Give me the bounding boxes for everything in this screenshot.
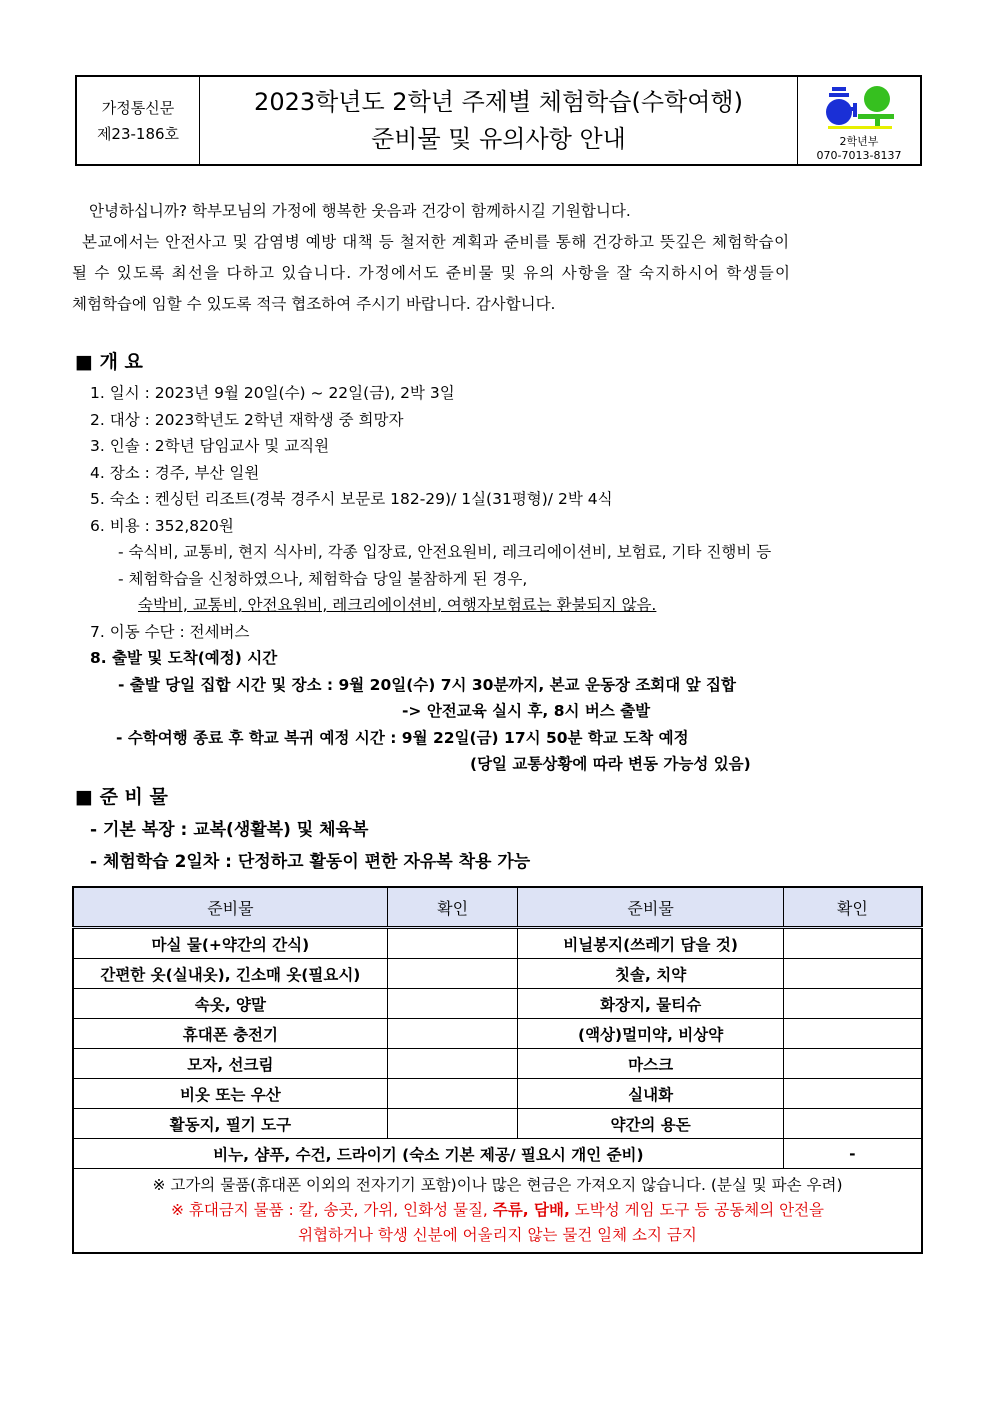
prohibited-items-notice: [80, 1198, 915, 1223]
table-row: [73, 1019, 922, 1049]
check-cell: [783, 959, 922, 989]
column-header: 확인: [387, 887, 518, 928]
issue-number: 제23-186호: [96, 124, 180, 143]
check-cell: [783, 1019, 922, 1049]
item-cell: (액상)멀미약, 비상약: [518, 1019, 783, 1049]
column-header: 준비물: [73, 887, 387, 928]
dress-code-line: - 체험학습 2일차 : 단정하고 활동이 편한 자유복 착용 가능: [90, 852, 531, 872]
notes-row: [73, 1169, 922, 1254]
overview-item: 3. 인솔 : 2학년 담임교사 및 교직원: [90, 437, 330, 455]
check-cell: [783, 1049, 922, 1079]
title-line-2: 준비물 및 유의사항 안내: [371, 124, 626, 153]
cost-detail: - 체험학습을 신청하였으나, 체험학습 당일 불참하게 된 경우,: [118, 569, 528, 588]
supplies-table: [72, 886, 923, 1254]
table-row: [73, 959, 922, 989]
item-cell: 간편한 옷(실내옷), 긴소매 옷(필요시): [73, 959, 387, 989]
cost-detail: - 숙식비, 교통비, 현지 식사비, 각종 입장료, 안전요원비, 레크리에이션비, 보험료, 기타 진행비 등: [118, 543, 772, 561]
check-cell: [387, 959, 518, 989]
check-cell: [387, 1079, 518, 1109]
departure-time: - 출발 당일 집합 시간 및 장소 : 9월 20일(수) 7시 30분까지, 본교 운동장 조회대 앞 집합: [118, 675, 736, 694]
overview-heading: ■ 개 요: [75, 351, 143, 373]
column-header: 준비물: [518, 887, 783, 928]
check-cell: [783, 1109, 922, 1139]
departure-note: -> 안전교육 실시 후, 8시 버스 출발: [402, 702, 651, 720]
intro-line: 본교에서는 안전사고 및 감염병 예방 대책 등 철저한 계획과 준비를 통해 건강하고 뜻깊은 체험학습이: [82, 233, 790, 251]
overview-item: 4. 장소 : 경주, 부산 일원: [90, 463, 260, 482]
newsletter-info: [77, 77, 200, 164]
supplies-heading: ■ 준 비 물: [75, 786, 168, 808]
intro-line: 안녕하십니까? 학부모님의 가정에 행복한 웃음과 건강이 함께하시길 기원합니다.: [89, 202, 631, 220]
check-cell: [387, 989, 518, 1019]
item-cell: 활동지, 필기 도구: [73, 1109, 387, 1139]
item-cell: 마실 물(+약간의 간식): [73, 928, 387, 959]
item-cell: 비옷 또는 우산: [73, 1079, 387, 1109]
check-cell: -: [783, 1139, 922, 1169]
item-cell: 비닐봉지(쓰레기 담을 것): [518, 928, 783, 959]
department-phone: 070-7013-8137: [816, 149, 902, 162]
check-cell: [387, 1109, 518, 1139]
table-row: [73, 1109, 922, 1139]
column-header: 확인: [783, 887, 922, 928]
overview-item: 6. 비용 : 352,820원: [90, 516, 234, 535]
check-cell: [387, 1049, 518, 1079]
prohibited-alcohol-tobacco: 주류, 담배,: [492, 1201, 570, 1219]
overview-item: 2. 대상 : 2023학년도 2학년 재학생 중 희망자: [90, 410, 404, 429]
table-row: [73, 1079, 922, 1109]
table-row: [73, 989, 922, 1019]
item-cell: 칫솔, 치약: [518, 959, 783, 989]
table-row: [73, 1139, 922, 1169]
check-cell: [783, 1079, 922, 1109]
overview-item: 1. 일시 : 2023년 9월 20일(수) ~ 22일(금), 2박 3일: [90, 384, 455, 402]
item-cell: 속옷, 양말: [73, 989, 387, 1019]
notes-cell: [73, 1169, 922, 1254]
return-time: - 수학여행 종료 후 학교 복귀 예정 시간 : 9월 22일(금) 17시 50분 학교 도착 예정: [116, 728, 689, 747]
refund-notice: 숙박비, 교통비, 안전요원비, 레크리에이션비, 여행자보험료는 환불되지 않음.: [138, 596, 657, 614]
intro-line: 체험학습에 임할 수 있도록 적극 협조하여 주시기 바랍니다. 감사합니다.: [72, 295, 556, 313]
document-header: [75, 75, 922, 166]
intro-paragraph: [72, 196, 922, 320]
overview-item: 5. 숙소 : 켄싱턴 리조트(경북 경주시 보문로 182-29)/ 1실(31평형)/ 2박 4식: [90, 490, 613, 508]
check-cell: [387, 928, 518, 959]
item-cell: 마스크: [518, 1049, 783, 1079]
intro-line: 될 수 있도록 최선을 다하고 있습니다. 가정에서도 준비물 및 유의 사항을 잘 숙지하시어 학생들이: [72, 264, 792, 282]
overview-item: 8. 출발 및 도착(예정) 시간: [90, 649, 278, 667]
table-row: [73, 1049, 922, 1079]
item-cell: 모자, 선크림: [73, 1049, 387, 1079]
table-row: [73, 928, 922, 959]
dress-code-line: - 기본 복장 : 교복(생활복) 및 체육복: [90, 820, 369, 840]
check-cell: [387, 1019, 518, 1049]
school-logo: [826, 85, 894, 129]
item-cell: 휴대폰 충전기: [73, 1019, 387, 1049]
overview-list: [90, 380, 771, 778]
school-logo-box: [797, 77, 920, 164]
item-cell: 화장지, 물티슈: [518, 989, 783, 1019]
prohibited-items-text: ※ 휴대금지 물품 : 칼, 송곳, 가위, 인화성 물질,: [170, 1201, 493, 1219]
department-name: 2학년부: [839, 135, 879, 148]
table-header-row: [73, 887, 922, 928]
check-cell: [783, 928, 922, 959]
newsletter-label: 가정통신문: [101, 98, 175, 117]
dress-code: [90, 814, 530, 878]
overview-item: 7. 이동 수단 : 전세버스: [90, 622, 250, 641]
check-cell: [783, 989, 922, 1019]
item-cell: 약간의 용돈: [518, 1109, 783, 1139]
provided-items-cell: 비누, 샴푸, 수건, 드라이기 (숙소 기본 제공/ 필요시 개인 준비): [73, 1139, 783, 1169]
return-note: (당일 교통상황에 따라 변동 가능성 있음): [470, 755, 751, 773]
document-title: [200, 77, 797, 164]
item-cell: 실내화: [518, 1079, 783, 1109]
valuables-notice: ※ 고가의 물품(휴대폰 이외의 전자기기 포함)이나 많은 현금은 가져오지 않습니다. (분실 및 파손 우려): [152, 1176, 843, 1194]
prohibited-items-text: 도박성 게임 도구 등 공동체의 안전을: [569, 1201, 825, 1219]
title-line-1: 2023학년도 2학년 주제별 체험학습(수학여행): [254, 87, 743, 116]
prohibited-items-notice-cont: 위협하거나 학생 신분에 어울리지 않는 물건 일체 소지 금지: [298, 1226, 697, 1244]
